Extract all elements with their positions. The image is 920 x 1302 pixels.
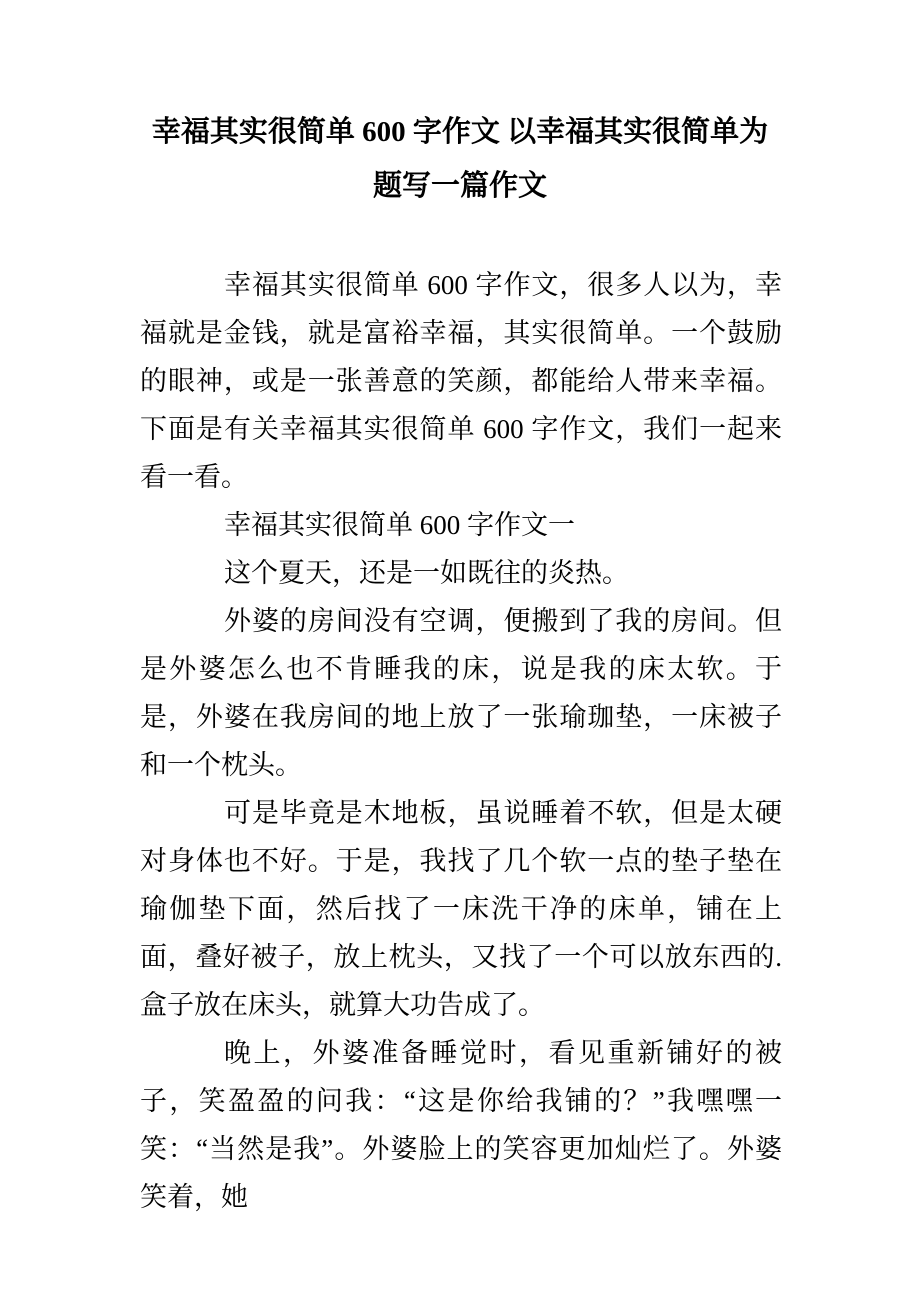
essay-paragraph-evening: 晚上，外婆准备睡觉时，看见重新铺好的被子，笑盈盈的问我：“这是你给我铺的？”我嘿嘿一笑：“当然是我”。外婆脸上的笑容更加灿烂了。外婆笑着，她 <box>140 1038 782 1212</box>
essay-paragraph-subtitle: 幸福其实很简单 600 字作文一 <box>224 510 575 540</box>
essay-paragraph-making-bed: 可是毕竟是木地板，虽说睡着不软，但是太硬对身体也不好。于是，我找了几个软一点的垫子垫在瑜伽垫下面，然后找了一床洗干净的床单，铺在上面，叠好被子，放上枕头，又找了一个可以放东西的.盒子放在床头，就算大功告成了。 <box>140 798 782 1020</box>
essay-body <box>0 261 920 1221</box>
document-title-line-2: 题写一篇作文 <box>372 170 547 202</box>
essay-paragraph-grandma-room: 外婆的房间没有空调，便搬到了我的房间。但是外婆怎么也不肯睡我的床，说是我的床太软。于是，外婆在我房间的地上放了一张瑜珈垫，一床被子和一个枕头。 <box>140 606 782 780</box>
essay-paragraph-opening: 这个夏天，还是一如既往的炎热。 <box>224 558 629 588</box>
document-title <box>0 0 920 213</box>
document-title-line-1: 幸福其实很简单 600 字作文 以幸福其实很简单为 <box>151 116 769 148</box>
essay-paragraph-intro: 幸福其实很简单 600 字作文，很多人以为，幸福就是金钱，就是富裕幸福，其实很简单。一个鼓励的眼神，或是一张善意的笑颜，都能给人带来幸福。下面是有关幸福其实很简单 600 字作文，我们一起来看一看。 <box>140 270 782 492</box>
